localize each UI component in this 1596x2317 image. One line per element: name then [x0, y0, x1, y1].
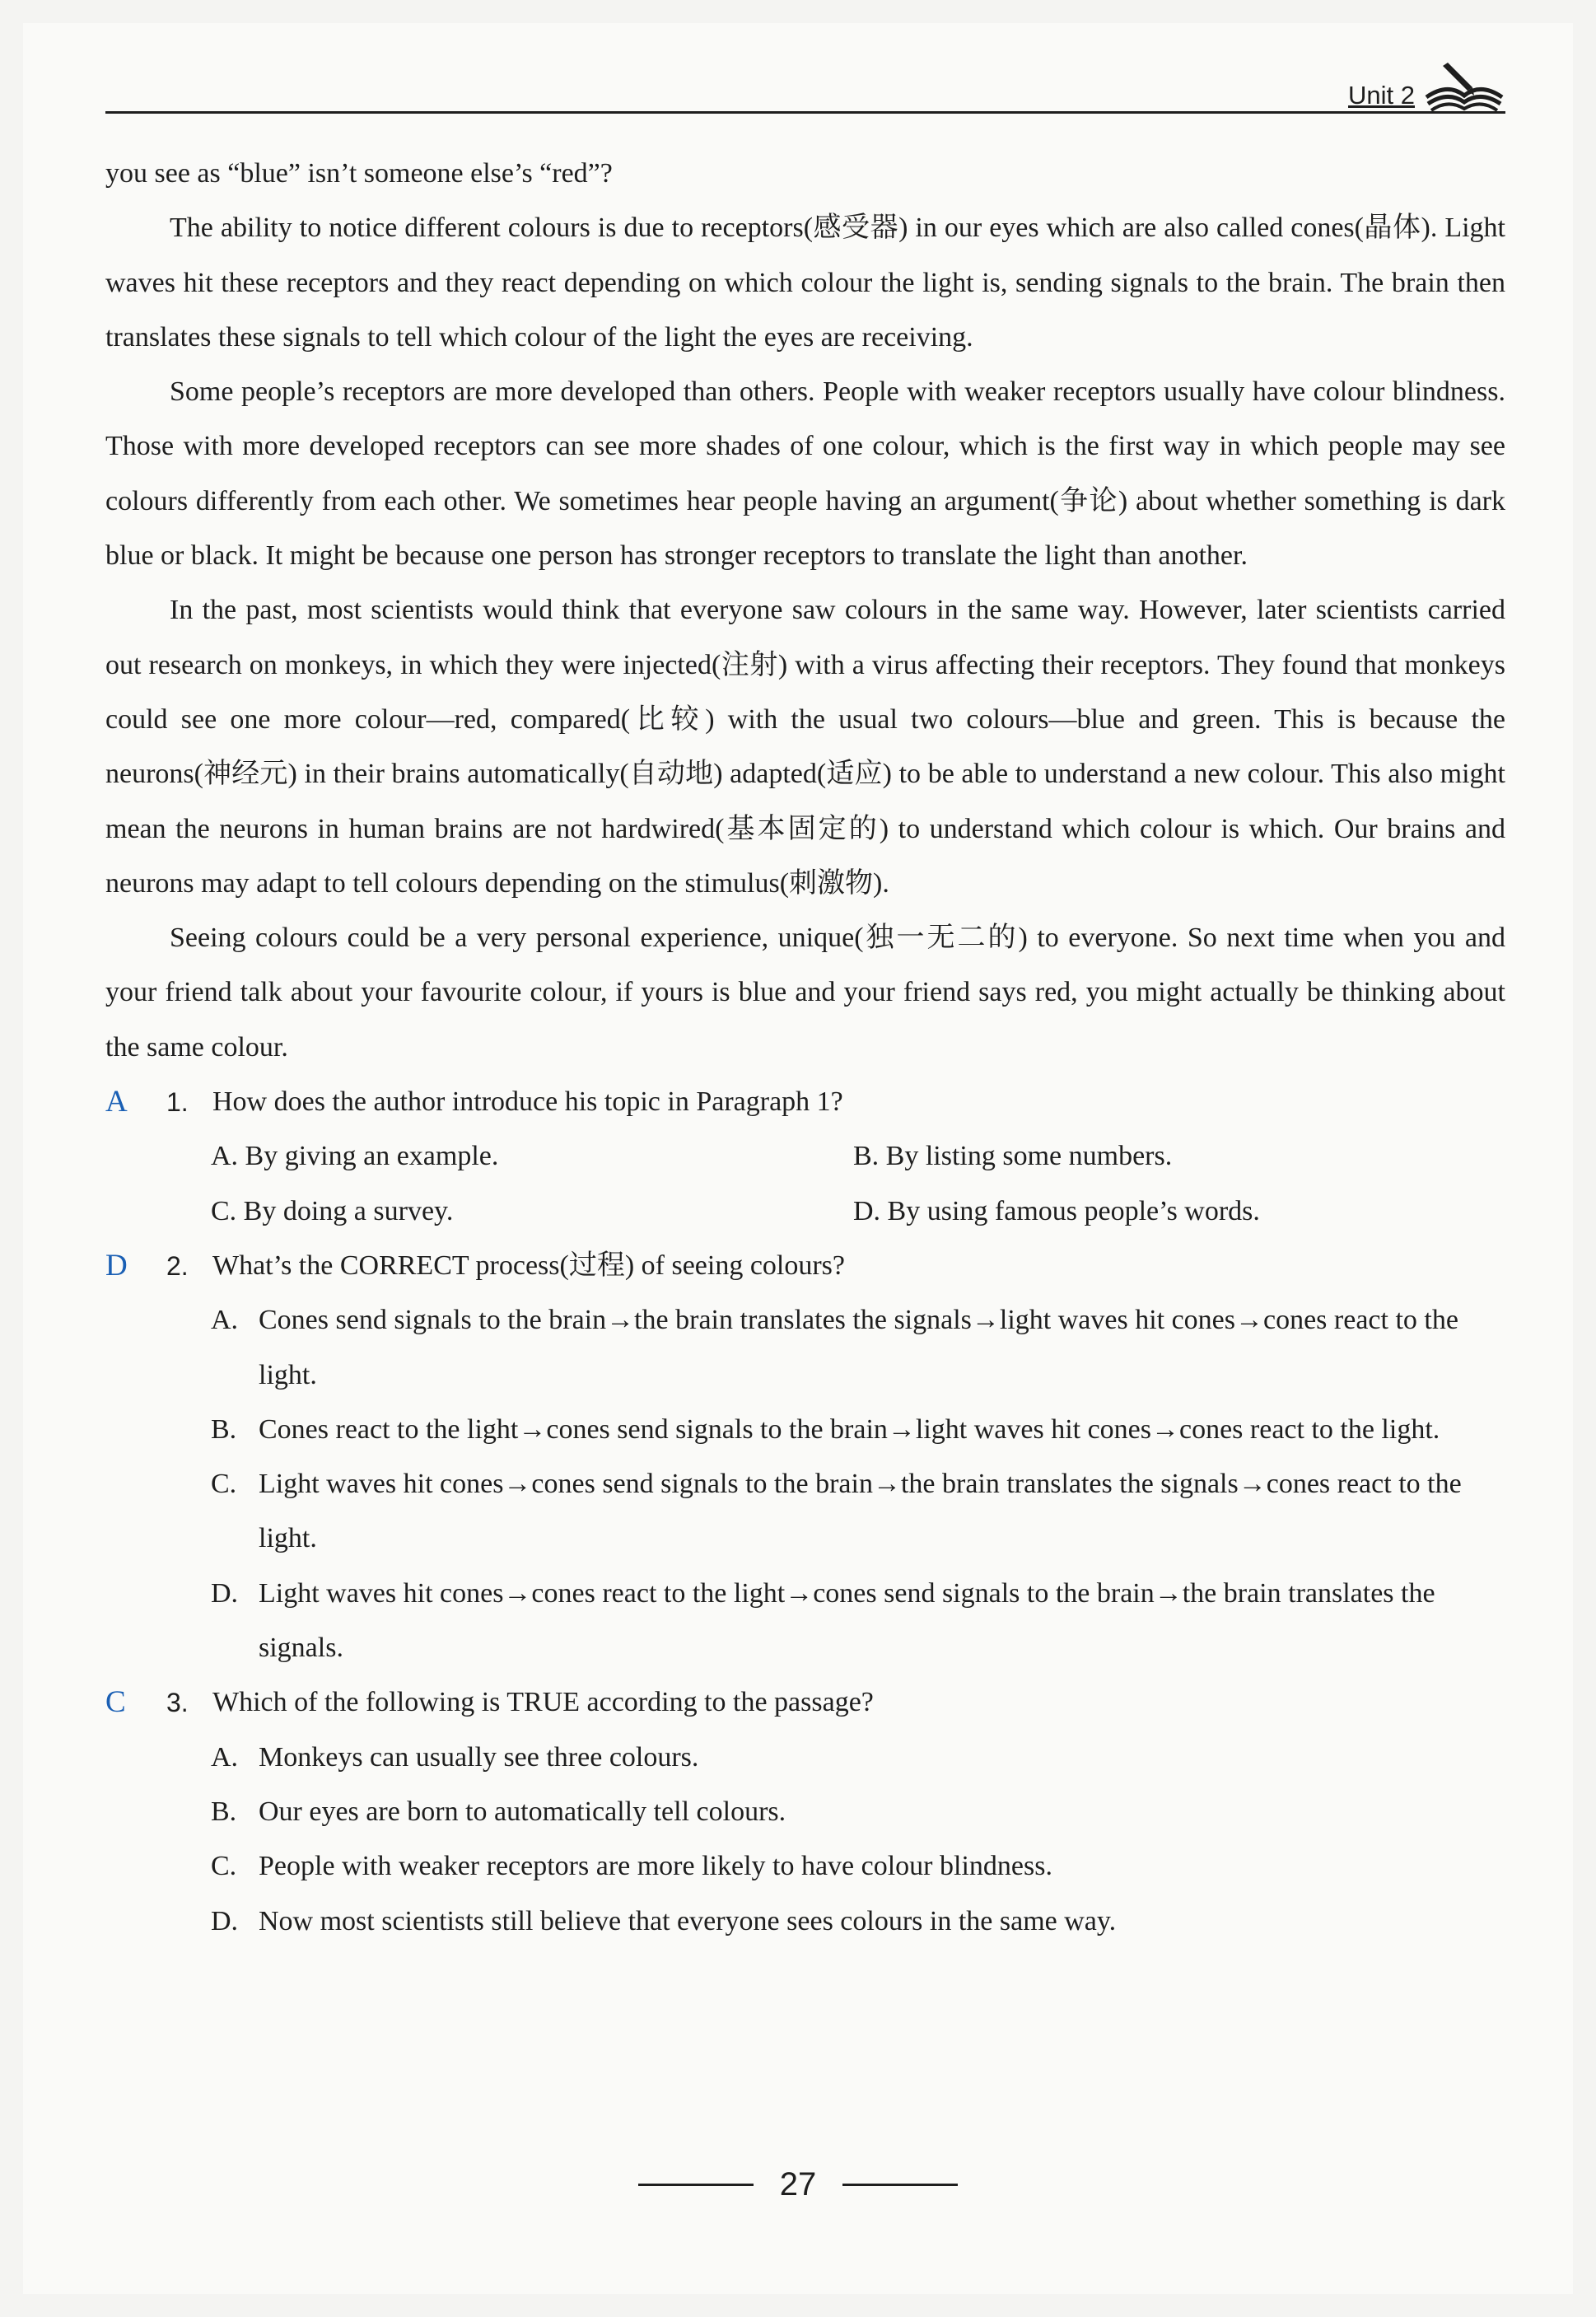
- option-c: C. By doing a survey.: [211, 1195, 454, 1226]
- footer-rule-right: [842, 2184, 958, 2186]
- handwritten-answer: D: [105, 1248, 128, 1282]
- options: [105, 1293, 1505, 1675]
- option-d: D. Now most scientists still believe that everyone sees colours in the same way.: [211, 1905, 1117, 1936]
- page-footer: [0, 2166, 1596, 2203]
- question-number: 1.: [166, 1087, 189, 1118]
- question-text: What’s the CORRECT process(过程) of seeing colours?: [212, 1250, 846, 1281]
- handwritten-answer: C: [105, 1685, 126, 1720]
- passage-paragraph: In the past, most scientists would think that everyone saw colours in the same way. However, later scientists carried out research on monkeys, in which they were injected(注射) with a virus affecting their receptors. They found that monkeys could see one more colour—red, compared(比较) with the usual two colours—blue and green. This is because the neurons(神经元) in their brains automatically(自动地) adapted(适应) to be able to understand a new colour. This also might mean the neurons in human brains are not hardwired(基本固定的) to understand which colour is which. Our brains and neurons may adapt to tell colours depending on the stimulus(刺激物).: [105, 595, 1505, 899]
- passage-paragraph: Seeing colours could be a very personal experience, unique(独一无二的) to everyone. So next time when you and your friend talk about your favourite colour, if yours is blue and your friend says red, you might actually be thinking about the same colour.: [105, 923, 1505, 1063]
- question-1: [105, 1075, 1505, 1239]
- option-d: D. Light waves hit cones→cones react to the light→cones send signals to the brain→the brain translates the signals.: [211, 1577, 1435, 1664]
- option-b: B. Our eyes are born to automatically tell colours.: [211, 1796, 786, 1827]
- page-number: 27: [779, 2166, 817, 2203]
- header-rule: [105, 111, 1505, 114]
- page-header: [105, 76, 1505, 119]
- footer-rule-left: [638, 2184, 754, 2186]
- passage-paragraph: The ability to notice different colours is due to receptors(感受器) in our eyes which are also called cones(晶体). Light waves hit these receptors and they react depending on which colour the light is, sending signals to the brain. The brain then translates these signals to tell which colour of the light the eyes are receiving.: [105, 213, 1505, 353]
- option-c: C. People with weaker receptors are more likely to have colour blindness.: [211, 1851, 1052, 1882]
- question-3: [105, 1675, 1505, 1948]
- passage-paragraph: you see as “blue” isn’t someone else’s “red”?: [105, 158, 613, 189]
- handwritten-answer: A: [105, 1085, 128, 1119]
- open-book-pen-icon: [1423, 58, 1505, 112]
- options: [105, 1129, 1505, 1239]
- option-c: C. Light waves hit cones→cones send signals to the brain→the brain translates the signals→cones react to the light.: [211, 1469, 1462, 1554]
- question-2: [105, 1239, 1505, 1675]
- question-number: 2.: [166, 1250, 189, 1281]
- option-b: B. By listing some numbers.: [853, 1141, 1173, 1172]
- option-a: A. Monkeys can usually see three colours.: [211, 1741, 699, 1773]
- question-number: 3.: [166, 1688, 189, 1718]
- passage-paragraph: Some people’s receptors are more developed than others. People with weaker receptors usually have colour blindness. Those with more developed receptors can see more shades of one colour, which is the first way in which people may see colours differently from each other. We sometimes hear people having an argument(争论) about whether something is dark blue or black. It might be because one person has stronger receptors to translate the light than another.: [105, 376, 1505, 572]
- options: [105, 1731, 1505, 1949]
- option-b: B. Cones react to the light→cones send signals to the brain→light waves hit cones→cones react to the light.: [211, 1413, 1440, 1445]
- option-a: A. Cones send signals to the brain→the brain translates the signals→light waves hit cones→cones react to the light.: [211, 1305, 1458, 1390]
- option-a: A. By giving an example.: [211, 1141, 499, 1172]
- question-text: How does the author introduce his topic in Paragraph 1?: [212, 1086, 843, 1118]
- question-text: Which of the following is TRUE according to the passage?: [212, 1687, 874, 1718]
- page-content: [105, 147, 1505, 1949]
- unit-label: Unit 2: [1348, 81, 1415, 110]
- option-d: D. By using famous people’s words.: [853, 1195, 1260, 1226]
